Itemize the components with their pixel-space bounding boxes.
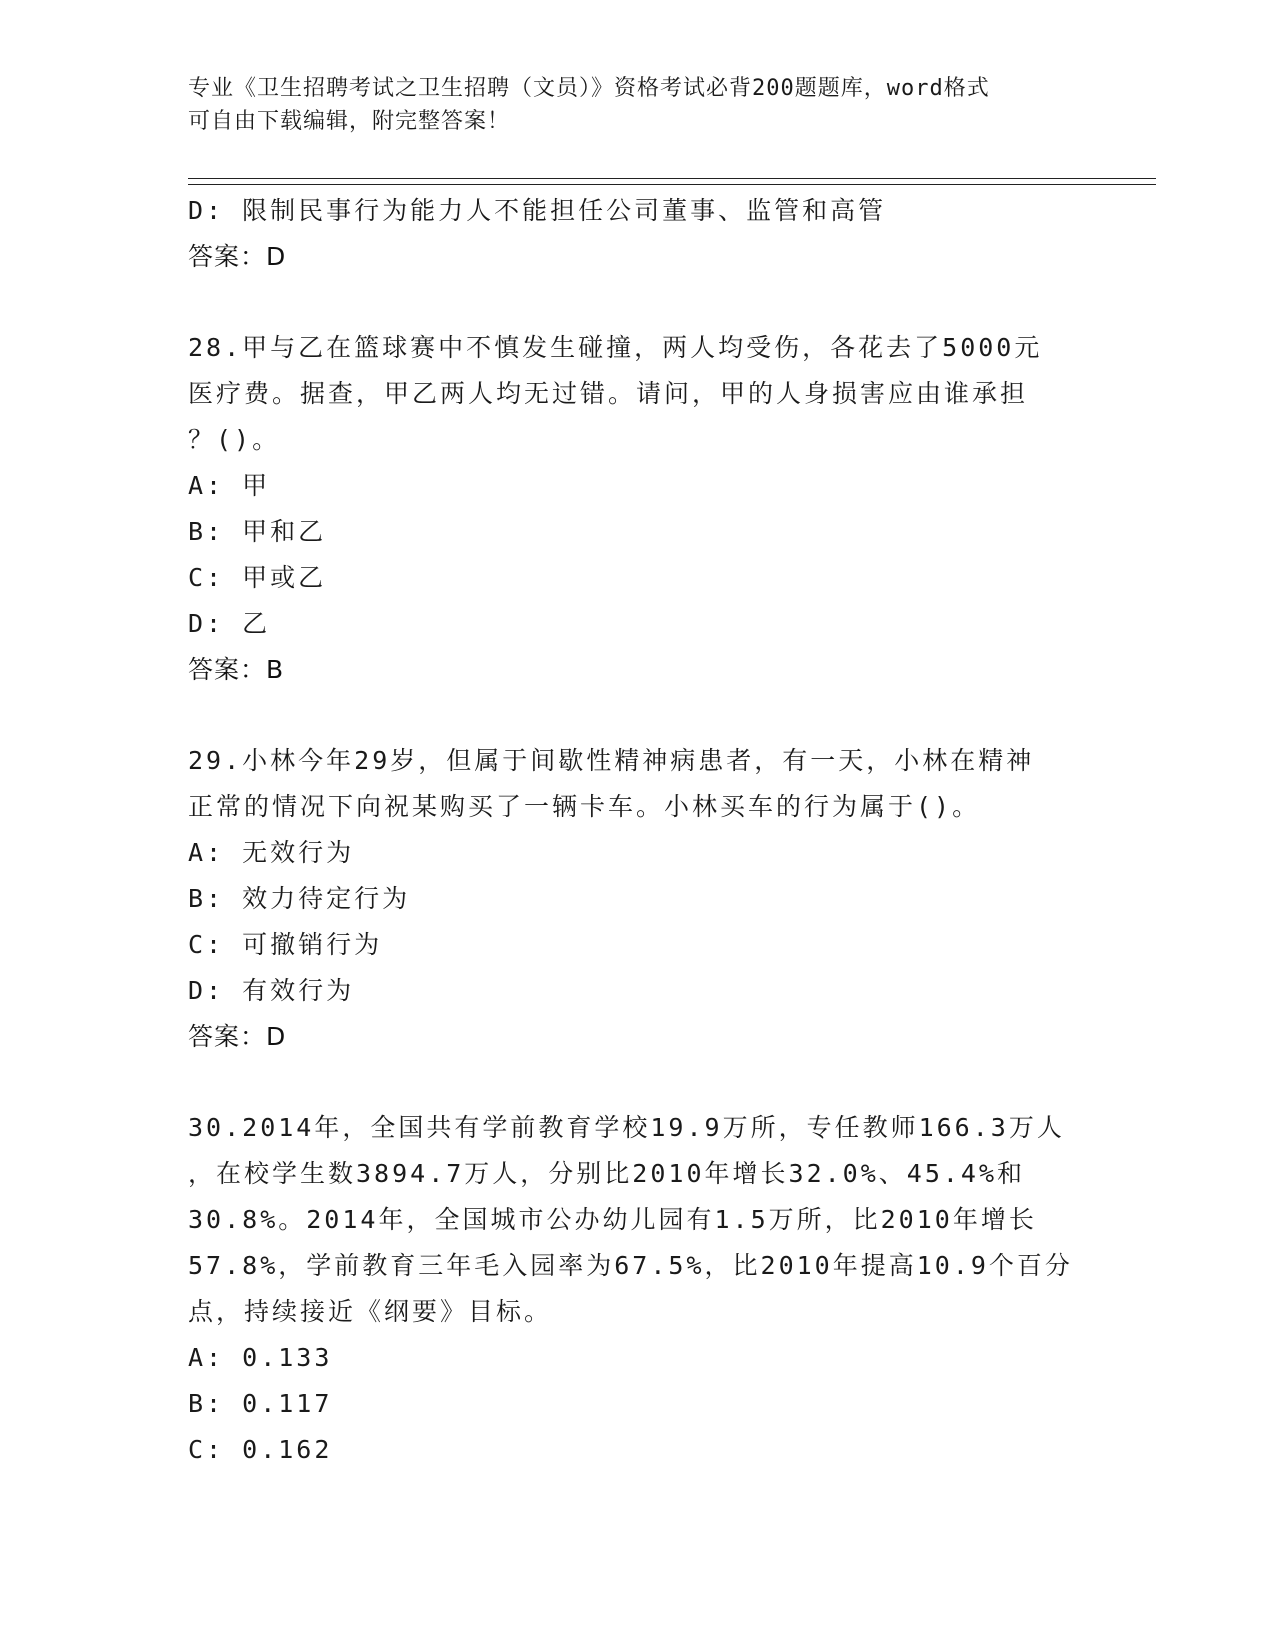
question-30 — [188, 1105, 1088, 1473]
q30-stem-line-1: 30.2014年，全国共有学前教育学校19.9万所，专任教师166.3万人 — [188, 1113, 1065, 1142]
question-spacer — [188, 280, 1088, 325]
header-title-line-2: 可自由下载编辑，附完整答案！ — [188, 109, 511, 134]
q29-stem-line-2: 正常的情况下向祝某购买了一辆卡车。小林买车的行为属于()。 — [188, 792, 981, 821]
q29-option-b: B: 效力待定行为 — [188, 884, 411, 913]
q28-stem-line-2: 医疗费。据查，甲乙两人均无过错。请问，甲的人身损害应由谁承担 — [188, 379, 1029, 408]
question-28 — [188, 325, 1088, 693]
q30-option-a: A: 0.133 — [188, 1343, 333, 1372]
question-content — [188, 188, 1088, 1473]
q30-stem-line-5: 点，持续接近《纲要》目标。 — [188, 1297, 553, 1326]
q29-option-d: D: 有效行为 — [188, 976, 355, 1005]
q29-answer: 答案：D — [188, 1022, 287, 1051]
q29-option-a: A: 无效行为 — [188, 838, 355, 867]
document-header — [188, 72, 1068, 138]
q28-stem-line-1: 28.甲与乙在篮球赛中不慎发生碰撞，两人均受伤，各花去了5000元 — [188, 333, 1043, 362]
q27-option-d: D: 限制民事行为能力人不能担任公司董事、监管和高管 — [188, 196, 887, 225]
q28-answer: 答案：B — [188, 655, 285, 684]
q29-option-c: C: 可撤销行为 — [188, 930, 383, 959]
q29-stem-line-1: 29.小林今年29岁，但属于间歇性精神病患者，有一天，小林在精神 — [188, 746, 1035, 775]
q28-option-a: A: 甲 — [188, 471, 271, 500]
header-divider-top — [188, 178, 1156, 179]
q30-stem-line-2: ，在校学生数3894.7万人，分别比2010年增长32.0%、45.4%和 — [188, 1159, 1026, 1188]
q28-option-b: B: 甲和乙 — [188, 517, 327, 546]
q28-option-d: D: 乙 — [188, 609, 271, 638]
question-29 — [188, 738, 1088, 1060]
question-spacer — [188, 1060, 1088, 1105]
q30-option-b: B: 0.117 — [188, 1389, 333, 1418]
header-divider-bottom — [188, 184, 1156, 185]
q30-stem-line-3: 30.8%。2014年，全国城市公办幼儿园有1.5万所，比2010年增长 — [188, 1205, 1037, 1234]
q28-option-c: C: 甲或乙 — [188, 563, 327, 592]
header-title-line-1: 专业《卫生招聘考试之卫生招聘（文员）》资格考试必背200题题库，word格式 — [188, 76, 990, 101]
q27-answer: 答案：D — [188, 242, 287, 271]
q28-stem-line-3: ？()。 — [188, 425, 281, 454]
question-spacer — [188, 693, 1088, 738]
q30-option-c: C: 0.162 — [188, 1435, 333, 1464]
q30-stem-line-4: 57.8%，学前教育三年毛入园率为67.5%，比2010年提高10.9个百分 — [188, 1251, 1073, 1280]
